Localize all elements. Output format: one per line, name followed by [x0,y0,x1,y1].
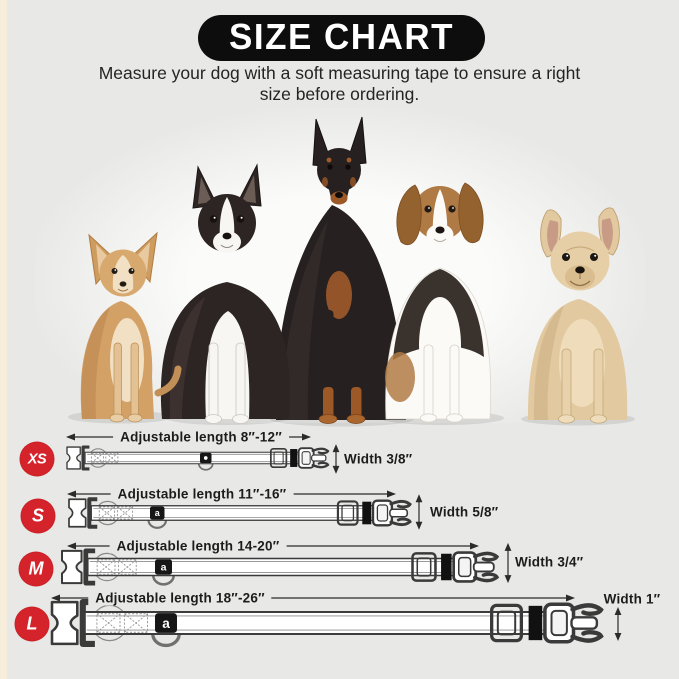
width-label-m: Width 3/4″ [515,554,584,570]
page-subtitle: Measure your dog with a soft measuring tape to ensure a right size before ordering. [98,63,581,105]
length-label-m: Adjustable length 14-20″ [110,539,287,554]
size-badge-l: L [15,607,50,642]
length-label-xs: Adjustable length 8″-12″ [113,430,289,445]
size-badge-m: M [19,552,54,587]
size-badge-s: S [21,499,56,534]
svg-text:a: a [154,508,160,519]
length-label-l: Adjustable length 18″-26″ [88,591,271,606]
page-title: SIZE CHART [229,17,454,58]
svg-text:a: a [160,561,167,574]
width-label-s: Width 5/8″ [430,504,499,520]
width-label-xs: Width 3/8″ [344,451,413,467]
size-badge-xs: XS [20,442,55,477]
width-label-l: Width 1″ [603,591,661,607]
svg-text:a: a [162,615,170,631]
length-label-s: Adjustable length 11″-16″ [111,487,294,502]
